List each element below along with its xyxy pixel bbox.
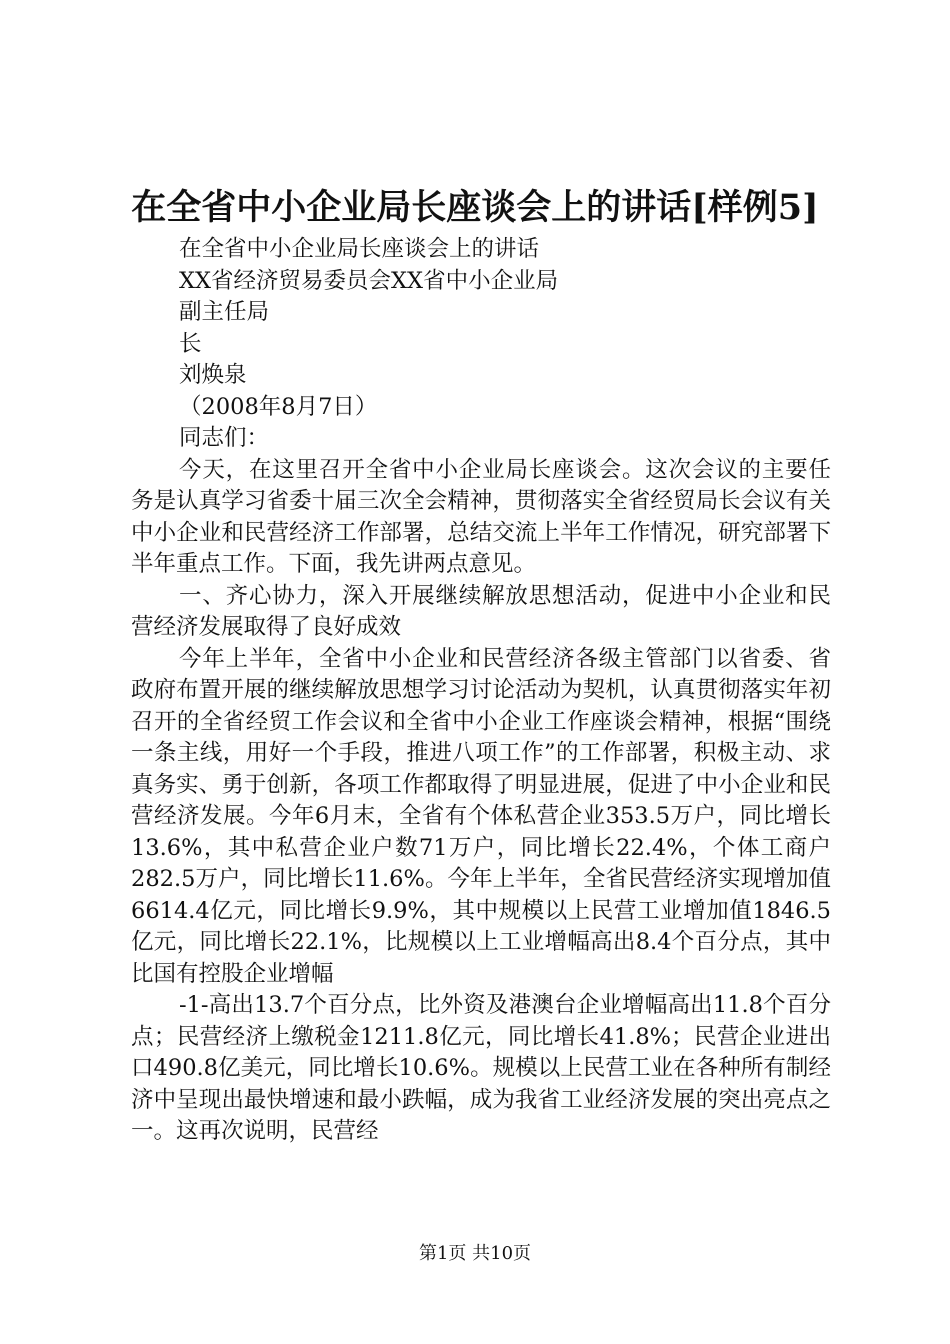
document-body	[131, 234, 831, 1148]
paragraph-continued: -1-高出13.7个百分点，比外资及港澳台企业增幅高出11.8个百分点；民营经济上缴税金1211.8亿元，同比增长41.8%；民营企业进出口490.8亿美元，同比增长10.6%。规模以上民营工业在各种所有制经济中呈现出最快增速和最小跌幅，成为我省工业经济发展的突出亮点之一。这再次说明，民营经	[131, 992, 831, 1144]
position-line: 副主任局	[179, 299, 270, 325]
page-number-footer: 第1页 共10页	[418, 1243, 532, 1264]
paragraph-achievements: 今年上半年，全省中小企业和民营经济各级主管部门以省委、省政府布置开展的继续解放思想学习讨论活动为契机，认真贯彻落实年初召开的全省经贸工作会议和全省中小企业工作座谈会精神，根据“围绕一条主线，用好一个手段，推进八项工作”的工作部署，积极主动、求真务实、勇于创新，各项工作都取得了明显进展，促进了中小企业和民营经济发展。今年6月末，全省有个体私营企业353.5万户，同比增长13.6%，其中私营企业户数71万户，同比增长22.4%，个体工商户282.5万户，同比增长11.6%。今年上半年，全省民营经济实现增加值6614.4亿元，同比增长9.9%，其中规模以上民营工业增加值1846.5亿元，同比增长22.1%，比规模以上工业增幅高出8.4个百分点，其中比国有控股企业增幅	[131, 645, 831, 987]
section-heading-1: 一、齐心协力，深入开展继续解放思想活动，促进中小企业和民营经济发展取得了良好成效	[131, 582, 831, 640]
salutation: 同志们：	[179, 425, 270, 451]
position-line-continued: 长	[179, 330, 202, 357]
speech-title-line: 在全省中小企业局长座谈会上的讲话	[179, 236, 540, 262]
organization-line: XX省经济贸易委员会XX省中小企业局	[179, 267, 559, 294]
page-title: 在全省中小企业局长座谈会上的讲话[样例5]	[131, 187, 819, 228]
speech-date: （2008年8月7日）	[179, 393, 378, 420]
speaker-name: 刘焕泉	[179, 362, 247, 388]
paragraph-intro: 今天，在这里召开全省中小企业局长座谈会。这次会议的主要任务是认真学习省委十届三次全会精神，贯彻落实全省经贸局长会议有关中小企业和民营经济工作部署，总结交流上半年工作情况，研究部署下半年重点工作。下面，我先讲两点意见。	[131, 456, 831, 577]
